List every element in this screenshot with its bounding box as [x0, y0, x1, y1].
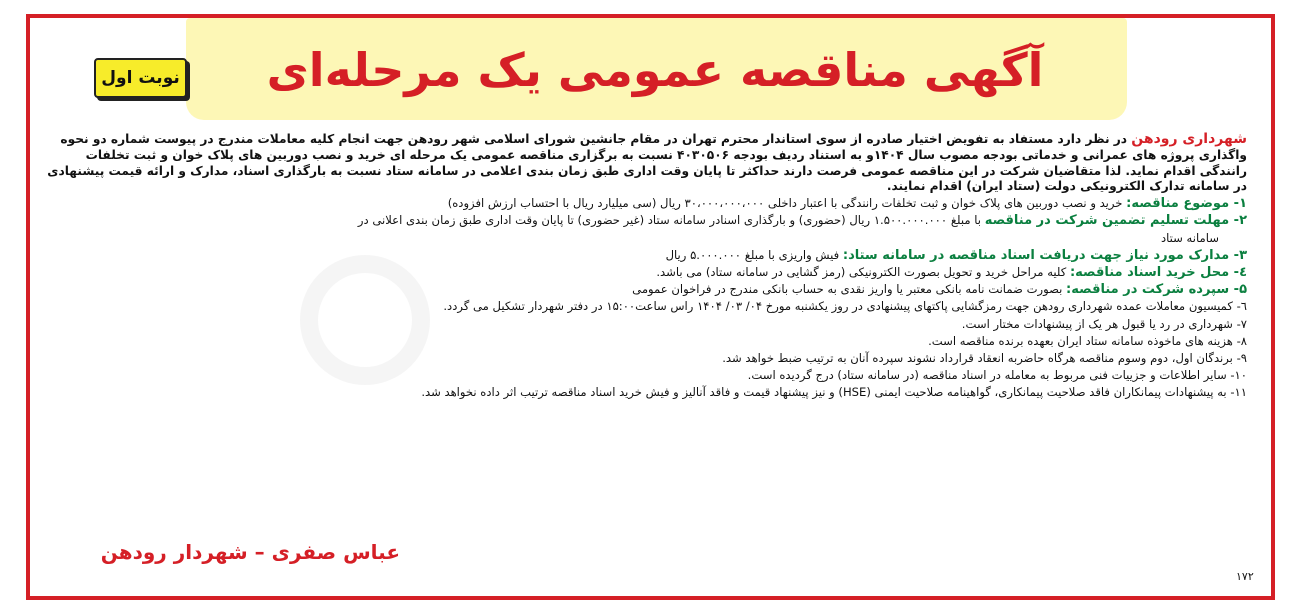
- item-label: ۱- موضوع مناقصه:: [1126, 196, 1247, 212]
- list-item: [47, 230, 1247, 247]
- item-label: ٤- محل خرید اسناد مناقصه:: [1069, 265, 1247, 280]
- list-item: [47, 384, 1247, 401]
- item-text: ٦- کمیسیون معاملات عمده شهرداری رودهن جهت رمزگشایی پاکتهای پیشنهادی در روز یکشنبه مورخ ۰۴/ ۰۳/ ۱۴۰۴ راس ساعت۱۵:۰۰ در دفتر شهردار تشکیل می گردد.: [443, 299, 1247, 314]
- list-item: [47, 281, 1247, 298]
- item-text: ۷- شهرداری در رد یا قبول هر یک از پیشنهادات مختار است.: [961, 316, 1247, 331]
- intro-text: در نظر دارد مستفاد به تفویض اختیار صادره از سوی استاندار محترم تهران در مقام جانشین شورای اسلامی شهر رودهن جهت انجام کلیه معاملات مندرج در پیوست شماره دو نحوه واگذاری پروژه های عمرانی و خدماتی بودجه مصوب سال ۱۴۰۴و به استناد ردیف بودجه ۴۰۳۰۵۰۶ نسبت به برگزاری مناقصه عمومی یک مرحله ای خرید و نصب دوربین های پلاک خوان و ثبت تخلفات رانندگی اقدام نماید. لذا متقاضیان شرکت در این مناقصه عمومی فرصت دارند حداکثر تا پایان وقت اداری طبق زمان بندی اعلامی در سامانه ستاد نسبت به بارگذاری اسناد، مدارک و ارائه قیمت پیشنهادی در سامانه تدارک الکترونیکی دولت (ستاد ایران) اقدام نمایند.: [47, 132, 1247, 194]
- item-text: ۱۱- به پیشنهادات پیمانکاران فاقد صلاحیت پیمانکاری، گواهینامه صلاحیت ایمنی (HSE) و نیز پیشنهاد قیمت و فاقد آنالیز و فیش خرید اسناد مناقصه ترتیب اثر داده نخواهد شد.: [421, 385, 1247, 400]
- item-label: ۵- سپرده شرکت در مناقصه:: [1066, 282, 1247, 298]
- item-text: کلیه مراحل خرید و تحویل بصورت الکترونیکی (رمز گشایی در سامانه ستاد) می باشد.: [656, 265, 1070, 279]
- item-text: بصورت ضمانت نامه بانکی معتبر یا واریز نقدی به حساب بانکی مندرج در فراخوان عمومی: [632, 282, 1067, 297]
- intro-paragraph: [47, 132, 1247, 195]
- item-text: ۸- هزینه های ماخوذه سامانه ستاد ایران بعهده برنده مناقصه است.: [928, 333, 1247, 348]
- list-item: [47, 212, 1247, 229]
- list-item: [47, 350, 1247, 367]
- item-label: ۲- مهلت تسلیم تضمین شرکت در مناقصه: [984, 213, 1247, 229]
- item-label: ۳- مدارک مورد نیاز جهت دریافت اسناد مناقصه در سامانه ستاد:: [842, 247, 1247, 263]
- list-item: [47, 195, 1247, 212]
- item-text: خرید و نصب دوربین های پلاک خوان و ثبت تخلفات رانندگی با اعتبار داخلی ۳۰،۰۰۰،۰۰۰،۰۰۰ ریال (سی میلیارد ریال با احتساب ارزش افزوده): [447, 196, 1127, 211]
- item-text: سامانه ستاد: [1160, 230, 1219, 245]
- list-item: [47, 264, 1247, 281]
- page-number: ۱۷۲: [1236, 570, 1254, 583]
- notice-title: آگهی مناقصه عمومی یک مرحله‌ای: [266, 43, 1044, 97]
- list-item: [47, 298, 1247, 315]
- list-item: [47, 367, 1247, 384]
- list-item: [47, 316, 1247, 333]
- list-item: [47, 247, 1247, 264]
- item-text: با مبلغ ۱.۵۰۰.۰۰۰.۰۰۰ ریال (حضوری) و بارگذاری اسنادر سامانه ستاد (غیر حضوری) تا پایان وقت اداری طبق زمان بندی اعلانی در: [357, 213, 985, 228]
- intro-lead: شهرداری رودهن: [1131, 131, 1247, 147]
- item-text: ۱۰- سایر اطلاعات و جزییات فنی مربوط به معامله در اسناد مناقصه (در سامانه ستاد) درج گردیده است.: [747, 368, 1247, 383]
- notice-body: [47, 132, 1247, 402]
- item-text: ۹- برندگان اول، دوم وسوم مناقصه هرگاه حاضربه انعقاد قرارداد نشوند سپرده آنان به ترتیب ضبط خواهد شد.: [722, 351, 1247, 366]
- item-text: فیش واریزی با مبلغ ۵.۰۰۰.۰۰۰ ریال: [665, 247, 843, 262]
- list-item: [47, 333, 1247, 350]
- signature: عباس صفری – شهردار رودهن: [100, 540, 400, 564]
- round-badge: نوبت اول: [94, 58, 187, 98]
